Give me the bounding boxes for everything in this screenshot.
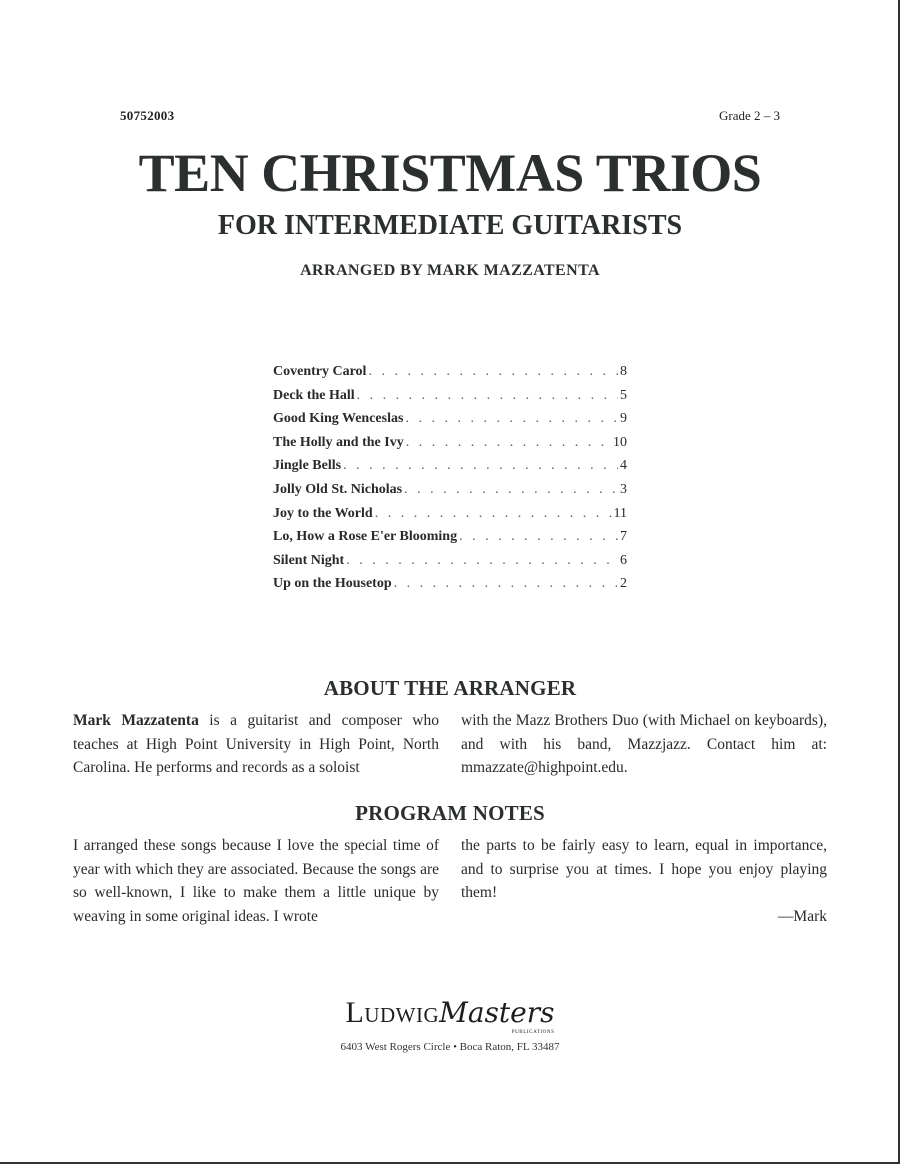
about-arranger-heading: ABOUT THE ARRANGER xyxy=(323,676,577,700)
toc-entry-page: 5 xyxy=(620,387,627,403)
toc-entry-title: Jingle Bells xyxy=(273,458,342,474)
toc-entry-title: Coventry Carol xyxy=(273,364,367,379)
toc-leader-dots xyxy=(405,411,618,427)
toc-entry xyxy=(273,529,627,553)
toc-entry-page: 10 xyxy=(613,434,627,450)
about-arranger-text-right: with the Mazz Brothers Duo (with Michael on keyboards), and with his band, Mazzjazz. Contact him at: mmazzate@highpoint.edu. xyxy=(461,712,827,776)
toc-leader-dots xyxy=(459,529,618,545)
publisher-address: 6403 West Rogers Circle • Boca Raton, FL 33487 xyxy=(340,1041,560,1053)
toc-leader-dots xyxy=(343,458,618,474)
toc-entry-title: The Holly and the Ivy xyxy=(273,434,404,450)
logo-masters-text: Masters xyxy=(439,996,555,1029)
toc-entry-title: Up on the Housetop xyxy=(273,576,392,592)
toc-entry xyxy=(273,553,627,577)
program-notes-heading: PROGRAM NOTES xyxy=(355,801,545,825)
toc-entry-title: Good King Wenceslas xyxy=(273,411,404,427)
toc-entry xyxy=(273,576,627,600)
program-notes-text-right xyxy=(461,834,827,928)
toc-entry-title: Deck the Hall xyxy=(273,387,355,403)
toc-entry-page: 11 xyxy=(613,505,627,521)
toc-entry xyxy=(273,482,627,506)
toc-entry-page: 8 xyxy=(620,364,627,379)
toc-leader-dots xyxy=(346,553,618,569)
page-subtitle: FOR INTERMEDIATE GUITARISTS xyxy=(217,210,683,241)
program-notes-signature: —Mark xyxy=(777,907,827,925)
page-title: TEN CHRISTMAS TRIOS xyxy=(138,143,762,203)
toc-entry xyxy=(273,506,627,530)
toc-entry xyxy=(273,435,627,459)
toc-leader-dots xyxy=(375,506,612,522)
toc-entry-title: Joy to the World xyxy=(273,505,373,521)
toc-entry-title: Silent Night xyxy=(273,552,345,568)
toc-leader-dots xyxy=(357,388,618,404)
toc-entry-title: Jolly Old St. Nicholas xyxy=(273,481,403,497)
toc-entry-page: 2 xyxy=(620,576,627,592)
grade-level: Grade 2 – 3 xyxy=(718,108,780,123)
toc-entry xyxy=(273,388,627,412)
toc-leader-dots xyxy=(394,576,618,592)
toc-entry-page: 3 xyxy=(620,481,627,497)
toc-entry-page: 9 xyxy=(620,411,627,427)
toc-entry-page: 4 xyxy=(620,458,627,474)
about-text-left: is a guitarist and composer who teaches at High Point University in High Point, North Carolina. He performs and records as a soloist xyxy=(73,712,440,776)
toc-entry xyxy=(273,458,627,482)
toc-leader-dots xyxy=(406,435,611,451)
toc-entry xyxy=(273,364,627,388)
arranger-name: Mark Mazzatenta xyxy=(73,712,199,729)
program-notes-text: the parts to be fairly easy to learn, equal in importance, and to surprise you at times. I hope you enjoy playing them! xyxy=(461,837,827,901)
program-notes-text-left: I arranged these songs because I love the special time of year with which they are associated. Because the songs are so well-known, I like to make them a little unique by weaving in some original ideas. I wrote xyxy=(73,837,439,925)
about-arranger-text-left xyxy=(73,709,439,780)
table-of-contents xyxy=(273,364,627,600)
catalog-number: 50752003 xyxy=(120,108,175,123)
logo-publications-text: PUBLICATIONS xyxy=(511,1030,555,1035)
toc-entry xyxy=(273,411,627,435)
toc-entry-page: 6 xyxy=(620,552,627,568)
toc-entry-page: 7 xyxy=(620,529,627,545)
toc-leader-dots xyxy=(404,482,618,498)
publisher-logo xyxy=(0,996,900,1035)
toc-leader-dots xyxy=(368,364,618,380)
logo-ludwig-text: Ludwig xyxy=(345,996,440,1029)
arranger-credit: ARRANGED BY MARK MAZZATENTA xyxy=(300,262,600,279)
toc-entry-title: Lo, How a Rose E'er Blooming xyxy=(273,529,458,545)
